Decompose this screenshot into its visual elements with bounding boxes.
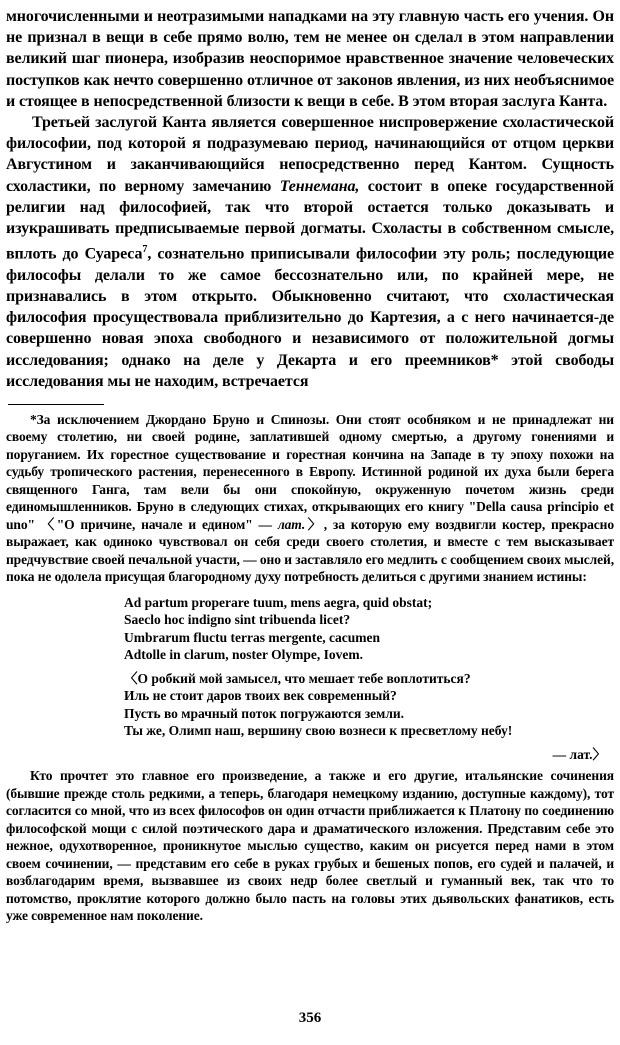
main-paragraph-2-part-a: Третьей заслугой Канта является совершенное ниспровержение схоластической философии, под которой я подразумеваю период, начинающийся от отцом церкви Августином и заканчивающийся непосредственно перед Кантом. Сущность схоластики, по верному замечанию xyxy=(6,114,614,195)
russian-verse-line: Иль не стоит даров твоих век современный? xyxy=(124,688,397,704)
main-paragraph-2 xyxy=(6,112,614,392)
footnote-lat-abbrev: лат. xyxy=(277,516,306,532)
main-paragraph-1: многочисленными и неотразимыми нападками на эту главную часть его учения. Он не признал в вещи в себе прямо волю, тем не менее он сделал в этом направлении великий шаг пионера, изобразив неоспоримое нравственное значение человеческих поступков как нечто совершенно отличное от законов явления, из них необъяснимое и стоящее в непосредственной близости к вещи в себе. В этом вторая заслуга Канта. xyxy=(6,8,614,110)
latin-verse-line: Adtolle in clarum, noster Olympe, Iovem. xyxy=(124,647,363,663)
latin-verse-line: Ad partum properare tuum, mens aegra, quid obstat; xyxy=(124,594,433,610)
latin-verse-line: Saeclo hoc indigno sint tribuenda licet? xyxy=(124,612,351,628)
footnote-paragraph-1-part-a: *За исключением Джордано Бруно и Спинозы. Они стоят особняком и не принадлежат ни своему столетию, ни своей родине, заплатившей одному смертью, а другому гонениями и поруганием. Их горестное существование и горестная кончина на Западе в ту эпоху похожи на судьбу тропического растения, перенесенного в Европу. Истинной родиной их духа были берега священного Ганга, там вели бы они спокойную, окруженную почетом жизнь среди единомышленников. Бруно в следующих стихах, открывающих его книгу "Della causa principio et uno" 〈"О причине, начале и едином" — xyxy=(6,411,614,532)
latin-verse xyxy=(124,594,614,664)
main-paragraph-2-part-b: состоит в опеке государственной религии над философией, так что второй остается только доказывать и изукрашивать предписываемые первой догматы. Схоласты в собственном смысле, вплоть до Суареса xyxy=(6,177,614,263)
latin-verse-line: Umbrarum fluctu terras mergente, cacumen xyxy=(124,629,381,645)
russian-verse-line: Ты же, Олимп наш, вершину свою вознеси к пресветлому небу! xyxy=(124,723,513,739)
footnote-separator xyxy=(8,404,104,405)
russian-verse xyxy=(124,670,614,740)
footnote-paragraph-1-part-b: 〉, за которую ему воздвигли костер, прекрасно выражает, как одиноко чувствовал он себя среди своего столетия, и вместе с тем высказывает предчувствие своей печальной участи, — оно и заставляло его медлить с сообщением своих мыслей, пока не одолела присущая благородному духу потребность делиться с другими знанием истины: xyxy=(6,516,614,585)
main-text xyxy=(6,6,614,392)
translation-attribution: — лат.〉 xyxy=(552,746,606,762)
page-number: 356 xyxy=(298,1010,322,1026)
footnote-paragraph-2: Кто прочтет это главное его произведение, а также и его другие, итальянские сочинения (бывшие прежде столь редкими, а теперь, благодаря немецкому изданию, доступные каждому), тот согласится со мной, что из всех философов он один отчасти приближается к Платону по соединению философской мощи с силой поэтического дара и драматического изложения. Представим себе это нежное, одухотворенное, проникнутое мыслью существо, каким он рисуется перед нами в этом своем сочинении, — представим его себе в руках грубых и бешеных попов, его судей и палачей, и возблагодарим время, вызвавшее из своих недр более светлый и гуманный век, так что то потомство, проклятие которого должно было пасть на головы этих дьявольских фанатиков, есть уже современное нам поколение. xyxy=(6,768,614,924)
russian-verse-line: 〈О робкий мой замысел, что мешает тебе воплотиться? xyxy=(124,670,471,686)
footnote xyxy=(6,411,614,925)
main-paragraph-2-part-c: , сознательно приписывали философии эту роль; последующие философы делали то же самое бессознательно или, по крайней мере, не признавались в этом открыто. Обыкновенно считают, что схоластическая философия просуществовала приблизительно до Картезия, а с него начинается-де совершенно новая эпоха свободного и независимого от положительной догмы исследования; однако на деле у Декарта и его преемников* этой свободы исследования мы не находим, встречается xyxy=(6,245,614,390)
russian-verse-line: Пусть во мрачный поток погружаются земли. xyxy=(124,705,405,721)
tennemann-name: Теннемана, xyxy=(279,177,360,195)
footnote-paragraph-1 xyxy=(6,411,614,586)
footnote-ref-7: 7 xyxy=(142,244,148,256)
